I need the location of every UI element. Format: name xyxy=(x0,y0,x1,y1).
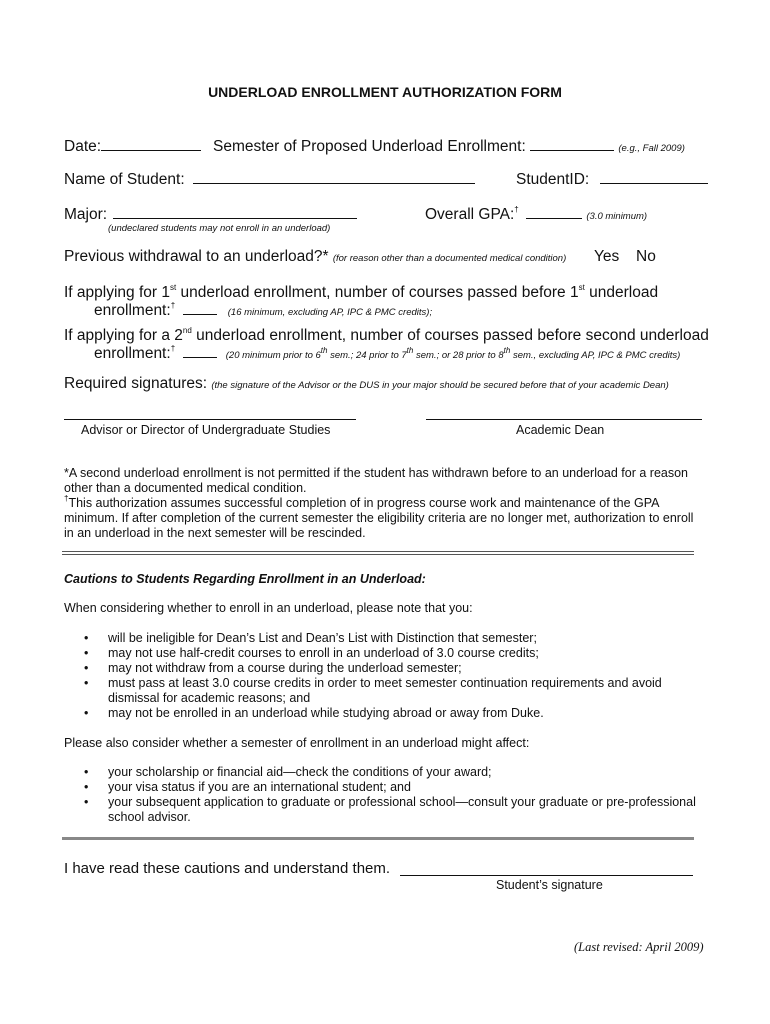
withdrawal-note: (for reason other than a documented medical condition) xyxy=(332,253,567,264)
footnote-authorization xyxy=(64,493,704,541)
bullet-icon: • xyxy=(84,676,89,690)
list-item xyxy=(84,646,704,661)
last-revised: (Last revised: April 2009) xyxy=(574,940,704,954)
first-line1-text-b: underload enrollment, number of courses passed before 1 xyxy=(176,284,579,301)
list-item-text: your subsequent application to graduate or professional school—consult your graduate or pre-professional school advisor. xyxy=(108,795,696,824)
advisor-signature-line[interactable] xyxy=(64,419,356,420)
first-line1-text-c: underload xyxy=(584,284,659,301)
major-field[interactable] xyxy=(113,206,357,219)
first-line1-sup1: st xyxy=(169,282,177,292)
required-label: Required signatures: xyxy=(64,375,208,392)
list-item-text: may not be enrolled in an underload while studying abroad or away from Duke. xyxy=(108,706,544,720)
second-note-a: (20 minimum prior to 6 xyxy=(225,350,321,361)
gpa-note: (3.0 minimum) xyxy=(586,211,648,222)
second-line2-dagger: † xyxy=(170,343,176,353)
gpa-label: Overall GPA: xyxy=(425,206,515,223)
footnote-second-underload: *A second underload enrollment is not permitted if the student has withdrawn before to an underload for a reason other than a documented medical condition. xyxy=(64,466,688,495)
student-signature-label: Student’s signature xyxy=(496,878,603,892)
second-note xyxy=(225,345,681,361)
student-signature-line[interactable] xyxy=(400,875,693,876)
second-underload-line1 xyxy=(64,327,709,345)
studentid-row xyxy=(516,171,708,189)
list-item xyxy=(84,706,704,721)
list-item-text: may not use half-credit courses to enroll in an underload of 3.0 course credits; xyxy=(108,646,539,660)
second-line1-text-b: underload enrollment, number of courses passed before second underload xyxy=(191,327,709,344)
bullet-icon: • xyxy=(84,646,89,660)
first-line1-text-a: If applying for 1 xyxy=(64,284,170,301)
list-item xyxy=(84,676,704,706)
bullet-icon: • xyxy=(84,631,89,645)
no-option[interactable]: No xyxy=(636,248,656,265)
list-item-text: may not withdraw from a course during the underload semester; xyxy=(108,661,462,675)
acknowledge-text: I have read these cautions and understand them. xyxy=(64,860,391,877)
also-intro: Please also consider whether a semester of enrollment in an underload might affect: xyxy=(64,736,530,750)
bullet-icon: • xyxy=(84,706,89,720)
second-line1-text-a: If applying for a 2 xyxy=(64,327,183,344)
dean-signature-line[interactable] xyxy=(426,419,702,420)
date-row xyxy=(64,138,201,156)
second-courses-field[interactable] xyxy=(183,345,217,358)
list-item xyxy=(84,661,704,676)
second-note-sup2: th xyxy=(406,345,414,355)
second-note-b: sem.; 24 prior to 7 xyxy=(327,350,407,361)
semester-example: (e.g., Fall 2009) xyxy=(618,143,685,154)
first-note: (16 minimum, excluding AP, IPC & PMC credits); xyxy=(227,307,433,318)
bullet-icon: • xyxy=(84,661,89,675)
cautions-heading: Cautions to Students Regarding Enrollment in an Underload: xyxy=(64,572,426,586)
semester-row xyxy=(213,138,685,156)
name-label: Name of Student: xyxy=(64,171,185,188)
list-item xyxy=(84,795,704,825)
major-row xyxy=(64,206,357,224)
list-item-text: your scholarship or financial aid—check the conditions of your award; xyxy=(108,765,492,779)
name-row xyxy=(64,171,475,189)
gpa-field[interactable] xyxy=(526,206,582,219)
first-underload-line2 xyxy=(94,302,432,320)
date-field[interactable] xyxy=(101,138,201,151)
studentid-field[interactable] xyxy=(600,171,708,184)
second-note-c: sem.; or 28 prior to 8 xyxy=(413,350,504,361)
footnote-authorization-text: This authorization assumes successful completion of in progress course work and maintenance of the GPA minimum. If after completion of the current semester the eligibility criteria are no longer met, authorization to enroll in an underload in the next semester will be rescinded. xyxy=(64,496,694,540)
date-label: Date: xyxy=(64,138,102,155)
first-line2-label: enrollment: xyxy=(94,302,171,319)
also-list xyxy=(84,765,704,825)
advisor-label: Advisor or Director of Undergraduate Studies xyxy=(81,423,331,437)
list-item-text: will be ineligible for Dean’s List and Dean’s List with Distinction that semester; xyxy=(108,631,537,645)
bullet-icon: • xyxy=(84,795,89,809)
first-courses-field[interactable] xyxy=(183,302,217,315)
cautions-list xyxy=(84,631,704,721)
withdrawal-label: Previous withdrawal to an underload?* xyxy=(64,248,329,265)
student-name-field[interactable] xyxy=(193,171,475,184)
bullet-icon: • xyxy=(84,765,89,779)
semester-field[interactable] xyxy=(530,138,614,151)
withdrawal-row xyxy=(64,248,566,266)
gpa-row xyxy=(425,206,647,224)
required-signatures-row xyxy=(64,375,669,393)
major-label: Major: xyxy=(64,206,108,223)
bullet-icon: • xyxy=(84,780,89,794)
section-divider-thick xyxy=(62,837,694,840)
second-line2-label: enrollment: xyxy=(94,345,171,362)
footnote-dagger: † xyxy=(64,493,69,503)
section-divider xyxy=(62,551,694,555)
semester-label: Semester of Proposed Underload Enrollment: xyxy=(213,138,526,155)
second-note-sup3: th xyxy=(503,345,511,355)
dean-label: Academic Dean xyxy=(516,423,605,437)
list-item-text: must pass at least 3.0 course credits in order to meet semester continuation requirements and avoid dismissal for academic reasons; and xyxy=(108,676,662,705)
second-line1-sup: nd xyxy=(182,325,192,335)
required-note: (the signature of the Advisor or the DUS in your major should be secured before that of your academic Dean) xyxy=(211,380,669,391)
gpa-dagger: † xyxy=(514,204,519,214)
form-title: UNDERLOAD ENROLLMENT AUTHORIZATION FORM xyxy=(208,84,562,100)
list-item-text: your visa status if you are an international student; and xyxy=(108,780,411,794)
list-item xyxy=(84,780,704,795)
studentid-label: StudentID: xyxy=(516,171,590,188)
second-note-d: sem., excluding AP, IPC & PMC credits) xyxy=(510,350,681,361)
first-line2-dagger: † xyxy=(170,300,176,310)
yes-option[interactable]: Yes xyxy=(594,248,620,265)
list-item xyxy=(84,765,704,780)
second-note-sup1: th xyxy=(320,345,328,355)
list-item xyxy=(84,631,704,646)
second-underload-line2 xyxy=(94,345,680,363)
cautions-intro: When considering whether to enroll in an underload, please note that you: xyxy=(64,601,473,615)
first-line1-sup2: st xyxy=(578,282,585,292)
first-underload-line1 xyxy=(64,284,658,302)
major-note: (undeclared students may not enroll in an underload) xyxy=(108,223,331,234)
